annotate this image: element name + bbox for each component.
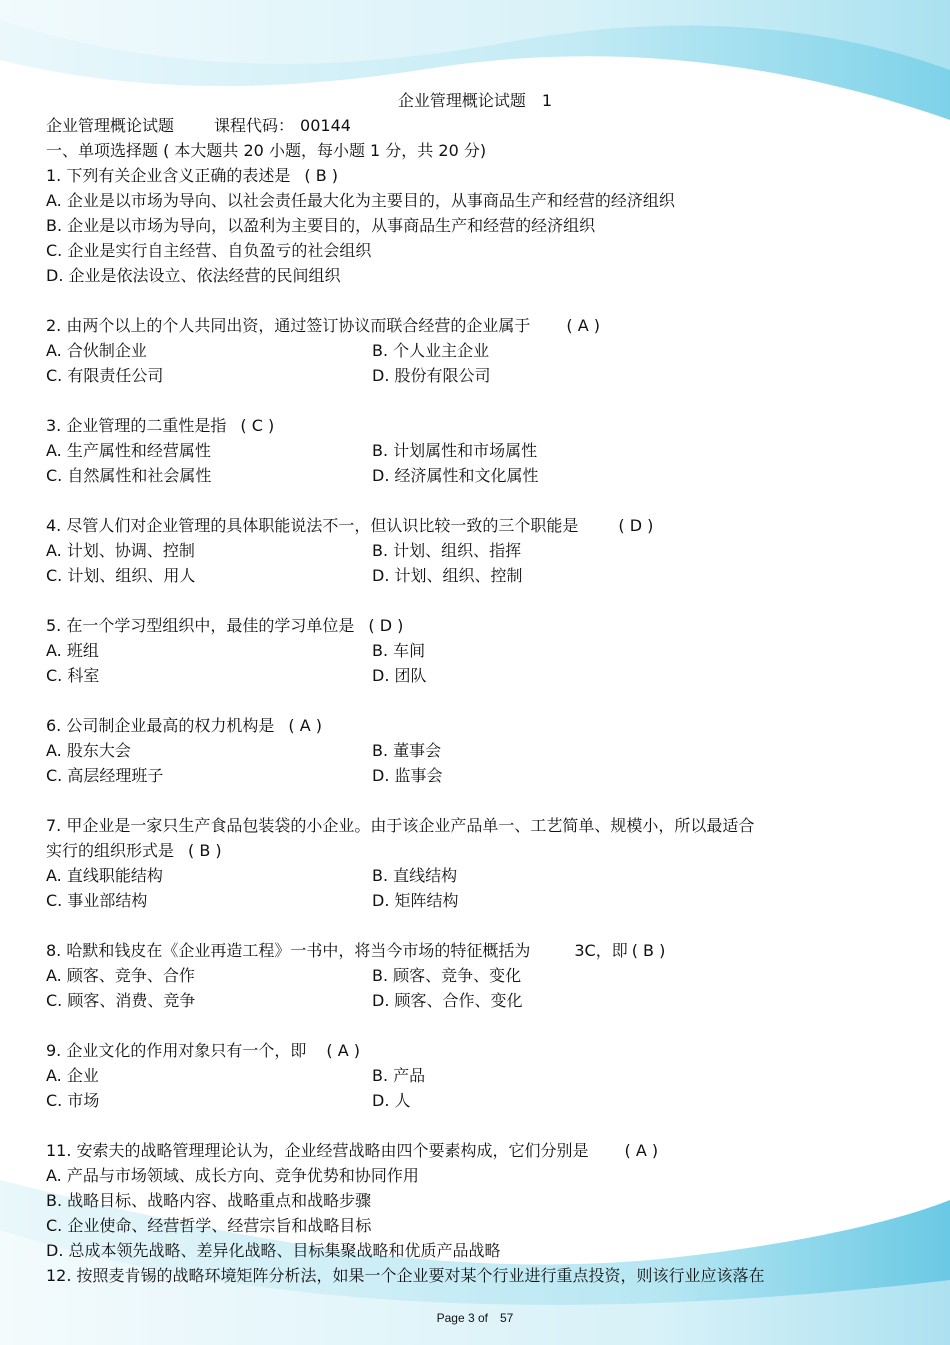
option: D. 计划、组织、控制 xyxy=(372,566,523,585)
answer: ( D ) xyxy=(368,616,404,635)
option: B. 车间 xyxy=(372,641,426,660)
question-stem: 8. 哈默和钱皮在《企业再造工程》一书中，将当今市场的特征概括为 3C，即 ( B ) xyxy=(46,941,666,960)
question-stem: 3. 企业管理的二重性是指 ( C ) xyxy=(46,416,275,435)
question-stem-continued: 实行的组织形式是 ( B ) xyxy=(46,841,222,860)
option: C. 市场 xyxy=(46,1091,100,1110)
option: D. 股份有限公司 xyxy=(372,366,491,385)
course-info xyxy=(46,115,351,137)
option: B. 计划、组织、指挥 xyxy=(372,541,522,560)
question-stem: 1. 下列有关企业含义正确的表述是 ( B ) xyxy=(46,166,338,185)
question-stem: 5. 在一个学习型组织中，最佳的学习单位是 ( D ) xyxy=(46,616,404,635)
answer: ( B ) xyxy=(304,166,338,185)
option: A. 生产属性和经营属性 xyxy=(46,441,211,460)
option: A. 班组 xyxy=(46,641,99,660)
option: B. 企业是以市场为导向，以盈利为主要目的，从事商品生产和经营的经济组织 xyxy=(46,216,596,235)
option: C. 企业是实行自主经营、自负盈亏的社会组织 xyxy=(46,241,372,260)
option: C. 事业部结构 xyxy=(46,891,148,910)
option: A. 企业是以市场为导向、以社会责任最大化为主要目的，从事商品生产和经营的经济组织 xyxy=(46,191,675,210)
option: A. 企业 xyxy=(46,1066,99,1085)
option: C. 顾客、消费、竞争 xyxy=(46,991,196,1010)
option: D. 企业是依法设立、依法经营的民间组织 xyxy=(46,266,341,285)
option: B. 产品 xyxy=(372,1066,426,1085)
option: D. 顾客、合作、变化 xyxy=(372,991,523,1010)
question-stem: 6. 公司制企业最高的权力机构是 ( A ) xyxy=(46,716,322,735)
option: A. 股东大会 xyxy=(46,741,131,760)
option: C. 科室 xyxy=(46,666,100,685)
answer: ( B ) xyxy=(188,841,222,860)
option: D. 人 xyxy=(372,1091,411,1110)
question-stem: 4. 尽管人们对企业管理的具体职能说法不一，但认识比较一致的三个职能是 ( D ) xyxy=(46,516,654,535)
course-name: 企业管理概论试题 xyxy=(46,116,175,135)
answer: ( A ) xyxy=(624,1141,659,1160)
option: D. 团队 xyxy=(372,666,427,685)
answer: ( C ) xyxy=(240,416,275,435)
option: D. 监事会 xyxy=(372,766,443,785)
answer: ( D ) xyxy=(618,516,654,535)
question-stem: 11. 安索夫的战略管理理论认为，企业经营战略由四个要素构成，它们分别是 ( A ) xyxy=(46,1141,659,1160)
answer: ( A ) xyxy=(288,716,322,735)
option: C. 计划、组织、用人 xyxy=(46,566,196,585)
option: D. 矩阵结构 xyxy=(372,891,459,910)
option: A. 合伙制企业 xyxy=(46,341,147,360)
option: B. 计划属性和市场属性 xyxy=(372,441,538,460)
answer: ( A ) xyxy=(326,1041,360,1060)
course-code: 00144 xyxy=(300,116,351,135)
option: B. 直线结构 xyxy=(372,866,458,885)
option: B. 战略目标、战略内容、战略重点和战略步骤 xyxy=(46,1191,372,1210)
option: C. 高层经理班子 xyxy=(46,766,164,785)
option: C. 企业使命、经营哲学、经营宗旨和战略目标 xyxy=(46,1216,372,1235)
question-stem: 2. 由两个以上的个人共同出资，通过签订协议而联合经营的企业属于 ( A ) xyxy=(46,316,600,335)
question-stem: 12. 按照麦肯锡的战略环境矩阵分析法，如果一个企业要对某个行业进行重点投资，则该行业应该落在 xyxy=(46,1266,765,1285)
option: B. 董事会 xyxy=(372,741,442,760)
option: A. 计划、协调、控制 xyxy=(46,541,195,560)
option: B. 个人业主企业 xyxy=(372,341,490,360)
page-title: 企业管理概论试题 1 xyxy=(397,91,553,110)
option: B. 顾客、竞争、变化 xyxy=(372,966,522,985)
option: C. 有限责任公司 xyxy=(46,366,164,385)
answer: ( A ) xyxy=(566,316,600,335)
answer: ( B ) xyxy=(631,941,666,960)
option: D. 经济属性和文化属性 xyxy=(372,466,539,485)
question-stem: 7. 甲企业是一家只生产食品包装袋的小企业。由于该企业产品单一、工艺简单、规模小，所以最适合 xyxy=(46,816,755,835)
question-stem: 9. 企业文化的作用对象只有一个，即 ( A ) xyxy=(46,1041,360,1060)
course-code-label: 课程代码： xyxy=(214,116,295,135)
option: A. 顾客、竞争、合作 xyxy=(46,966,195,985)
option: D. 总成本领先战略、差异化战略、目标集聚战略和优质产品战略 xyxy=(46,1241,501,1260)
option: A. 直线职能结构 xyxy=(46,866,163,885)
option: A. 产品与市场领域、成长方向、竞争优势和协同作用 xyxy=(46,1166,419,1185)
option: C. 自然属性和社会属性 xyxy=(46,466,212,485)
page-footer: Page 3 of 57 xyxy=(436,1311,514,1325)
section-header: 一、单项选择题 ( 本大题共 20 小题，每小题 1 分，共 20 分) xyxy=(46,141,487,160)
